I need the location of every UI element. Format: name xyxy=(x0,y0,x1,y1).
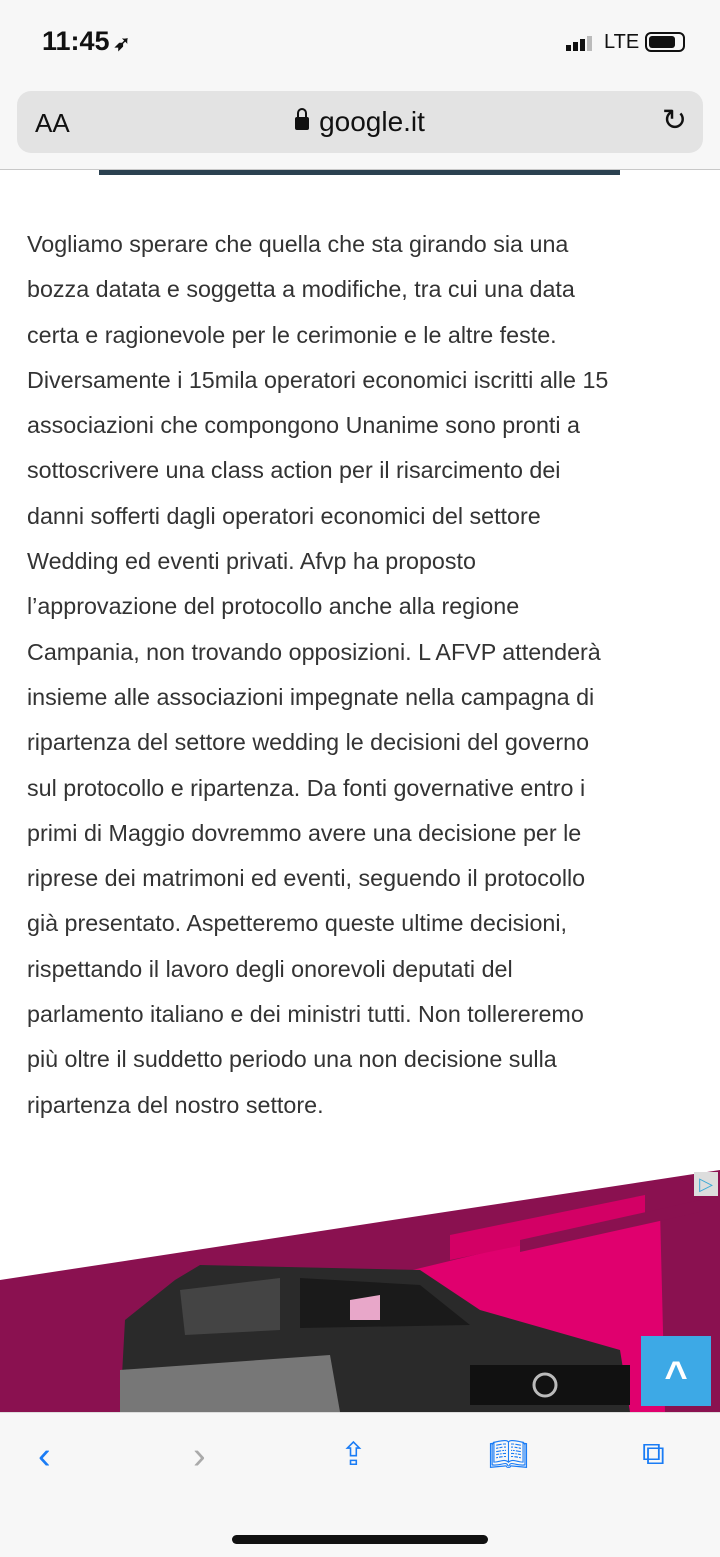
bookmarks-icon[interactable]: 📖︎ xyxy=(488,1436,529,1472)
time-text: 11:45 xyxy=(42,26,110,56)
page-divider xyxy=(99,170,620,175)
article-line: Wedding ed eventi privati. Afvp ha proposto xyxy=(27,548,476,575)
car-advertisement[interactable] xyxy=(0,1170,720,1412)
article-line: già presentato. Aspetteremo queste ultime decisioni, xyxy=(27,910,568,937)
text-size-label: AA xyxy=(35,108,70,138)
article-line: ripartenza del nostro settore. xyxy=(27,1091,324,1118)
tabs-icon[interactable]: ⧉ xyxy=(642,1435,665,1471)
article-line: rispettando il lavoro degli onorevoli deputati del xyxy=(27,955,513,982)
article-body xyxy=(27,222,707,1128)
article-line: sul protocollo e ripartenza. Da fonti governative entro i xyxy=(27,774,586,801)
back-icon[interactable]: ‹ xyxy=(38,1435,51,1477)
ad-car-image xyxy=(0,1170,720,1412)
article-line: parlamento italiano e dei ministri tutti. Non tollereremo xyxy=(27,1001,584,1028)
article-line: l’approvazione del protocollo anche alla regione xyxy=(27,593,520,620)
adchoices-icon[interactable]: ▷ xyxy=(694,1172,718,1196)
home-indicator xyxy=(232,1535,488,1544)
share-icon[interactable]: ⇪ xyxy=(340,1436,367,1472)
article-line: certa e ragionevole per le cerimonie e le altre feste. xyxy=(27,321,557,348)
article-line: associazioni che compongono Unanime sono pronti a xyxy=(27,412,580,439)
article-line: Diversamente i 15mila operatori economici iscritti alle 15 xyxy=(27,366,609,393)
article-line: bozza datata e soggetta a modifiche, tra cui una data xyxy=(27,276,575,303)
article-line: riprese dei matrimoni ed eventi, seguendo il protocollo xyxy=(27,865,586,892)
status-time xyxy=(42,26,130,57)
article-line: insieme alle associazioni impegnate nella campagna di xyxy=(27,683,595,710)
browser-header xyxy=(0,0,720,170)
article-line: primi di Maggio dovremmo avere una decisione per le xyxy=(27,819,582,846)
reload-icon[interactable]: ↻ xyxy=(661,104,687,137)
lock-icon xyxy=(295,117,309,130)
article-line: sottoscrivere una class action per il risarcimento dei xyxy=(27,457,561,484)
article-line: più oltre il suddetto periodo una non decisione sulla xyxy=(27,1046,557,1073)
scroll-to-top-button[interactable]: ^ xyxy=(641,1336,711,1406)
article-line: ripartenza del settore wedding le decisioni del governo xyxy=(27,729,590,756)
domain-text: google.it xyxy=(319,106,425,137)
location-icon: ➶ xyxy=(113,33,131,55)
network-label: LTE xyxy=(604,31,640,53)
url-field[interactable] xyxy=(17,106,703,138)
battery-icon xyxy=(645,32,685,52)
forward-icon[interactable]: › xyxy=(193,1435,206,1477)
address-bar[interactable] xyxy=(17,91,703,153)
article-line: Vogliamo sperare che quella che sta girando sia una xyxy=(27,231,569,257)
article-line: Campania, non trovando opposizioni. L AFVP attenderà xyxy=(27,638,601,665)
signal-icon xyxy=(566,36,592,51)
article-line: danni sofferti dagli operatori economici del settore xyxy=(27,502,541,529)
